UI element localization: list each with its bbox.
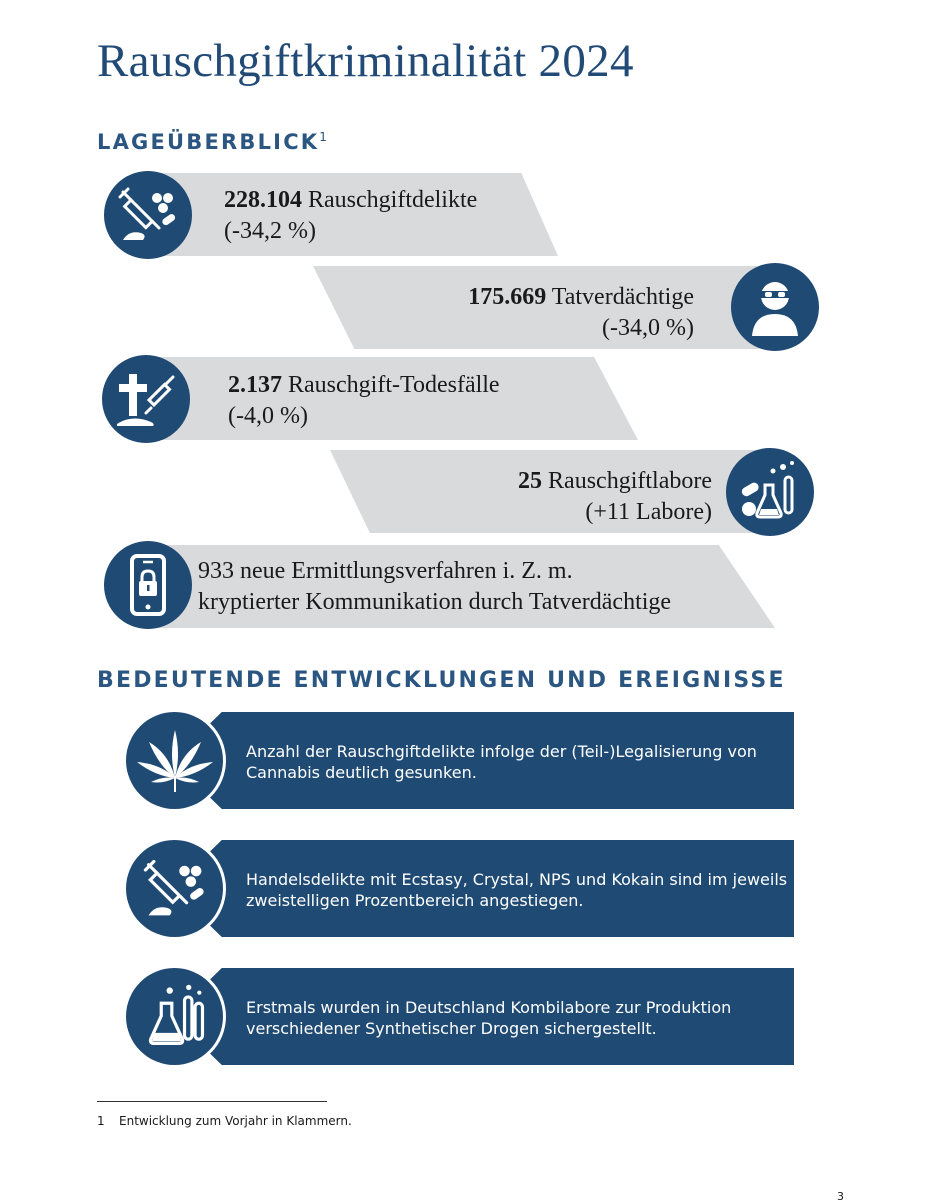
development-text-trade (246, 869, 787, 911)
stat-encrypted-line1: 933 neue Ermittlungsverfahren i. Z. m. (198, 558, 573, 584)
stat-circle-suspects (731, 263, 819, 351)
development-text-labs-line1: Erstmals wurden in Deutschland Kombilabore zur Produktion (246, 998, 732, 1017)
development-text-labs-line2: verschiedener Synthetischer Drogen sichergestellt. (246, 1019, 657, 1038)
stat-offenses (224, 185, 477, 247)
stat-encrypted (198, 556, 671, 618)
stat-deaths-value: 2.137 (228, 372, 282, 398)
locked-phone-icon (113, 550, 183, 620)
stat-circle-offenses (104, 171, 192, 259)
development-circle-cannabis (126, 712, 223, 809)
footnote-number: 1 (97, 1114, 105, 1128)
stat-circle-labs (726, 448, 814, 536)
stat-deaths-change: (-4,0 %) (228, 403, 308, 429)
stat-suspects-value: 175.669 (468, 284, 547, 310)
development-text-cannabis-line2: Cannabis deutlich gesunken. (246, 763, 477, 782)
footnote-text: Entwicklung zum Vorjahr in Klammern. (119, 1114, 352, 1128)
stat-suspects-change: (-34,0 %) (602, 315, 694, 341)
stat-labs-label: Rauschgiftlabore (542, 468, 712, 494)
lab-flask-icon (735, 457, 805, 527)
stat-circle-deaths (102, 355, 190, 443)
footnote-ref: 1 (319, 130, 327, 144)
development-text-trade-line2: zweistelligen Prozentbereich angestiegen. (246, 891, 584, 910)
cross-syringe-icon (111, 364, 181, 434)
stat-deaths (228, 370, 500, 432)
page-number: 3 (837, 1190, 844, 1203)
stat-offenses-label: Rauschgiftdelikte (302, 187, 478, 213)
development-text-cannabis (246, 741, 757, 783)
developments-heading: BEDEUTENDE ENTWICKLUNGEN UND EREIGNISSE (97, 668, 786, 693)
stat-offenses-change: (-34,2 %) (224, 218, 316, 244)
page-title: Rauschgiftkriminalität 2024 (97, 35, 634, 87)
footnote (97, 1114, 352, 1128)
stat-encrypted-line2: kryptierter Kommunikation durch Tatverdächtige (198, 589, 672, 615)
stat-labs-value: 25 (518, 468, 543, 494)
stat-offenses-value: 228.104 (224, 187, 302, 213)
lab-flask-icon (138, 980, 212, 1054)
syringe-pills-icon (113, 180, 183, 250)
stat-labs-change: (+11 Labore) (585, 499, 712, 525)
syringe-pills-icon (138, 852, 212, 926)
overview-heading-text: LAGEÜBERBLICK (97, 130, 320, 154)
overview-heading (97, 130, 327, 154)
stat-suspects (380, 282, 694, 344)
development-text-cannabis-line1: Anzahl der Rauschgiftdelikte infolge der (Teil-)Legalisierung von (246, 742, 757, 761)
cannabis-leaf-icon (133, 726, 217, 796)
stat-suspects-label: Tatverdächtige (546, 284, 694, 310)
development-text-labs (246, 997, 731, 1039)
development-text-trade-line1: Handelsdelikte mit Ecstasy, Crystal, NPS und Kokain sind im jeweils (246, 870, 788, 889)
development-circle-labs (126, 968, 223, 1065)
development-circle-trade (126, 840, 223, 937)
stat-deaths-label: Rauschgift-Todesfälle (282, 372, 500, 398)
footnote-divider (97, 1101, 327, 1102)
masked-suspect-icon (740, 272, 810, 342)
stat-circle-encrypted (104, 541, 192, 629)
stat-labs (380, 466, 712, 528)
